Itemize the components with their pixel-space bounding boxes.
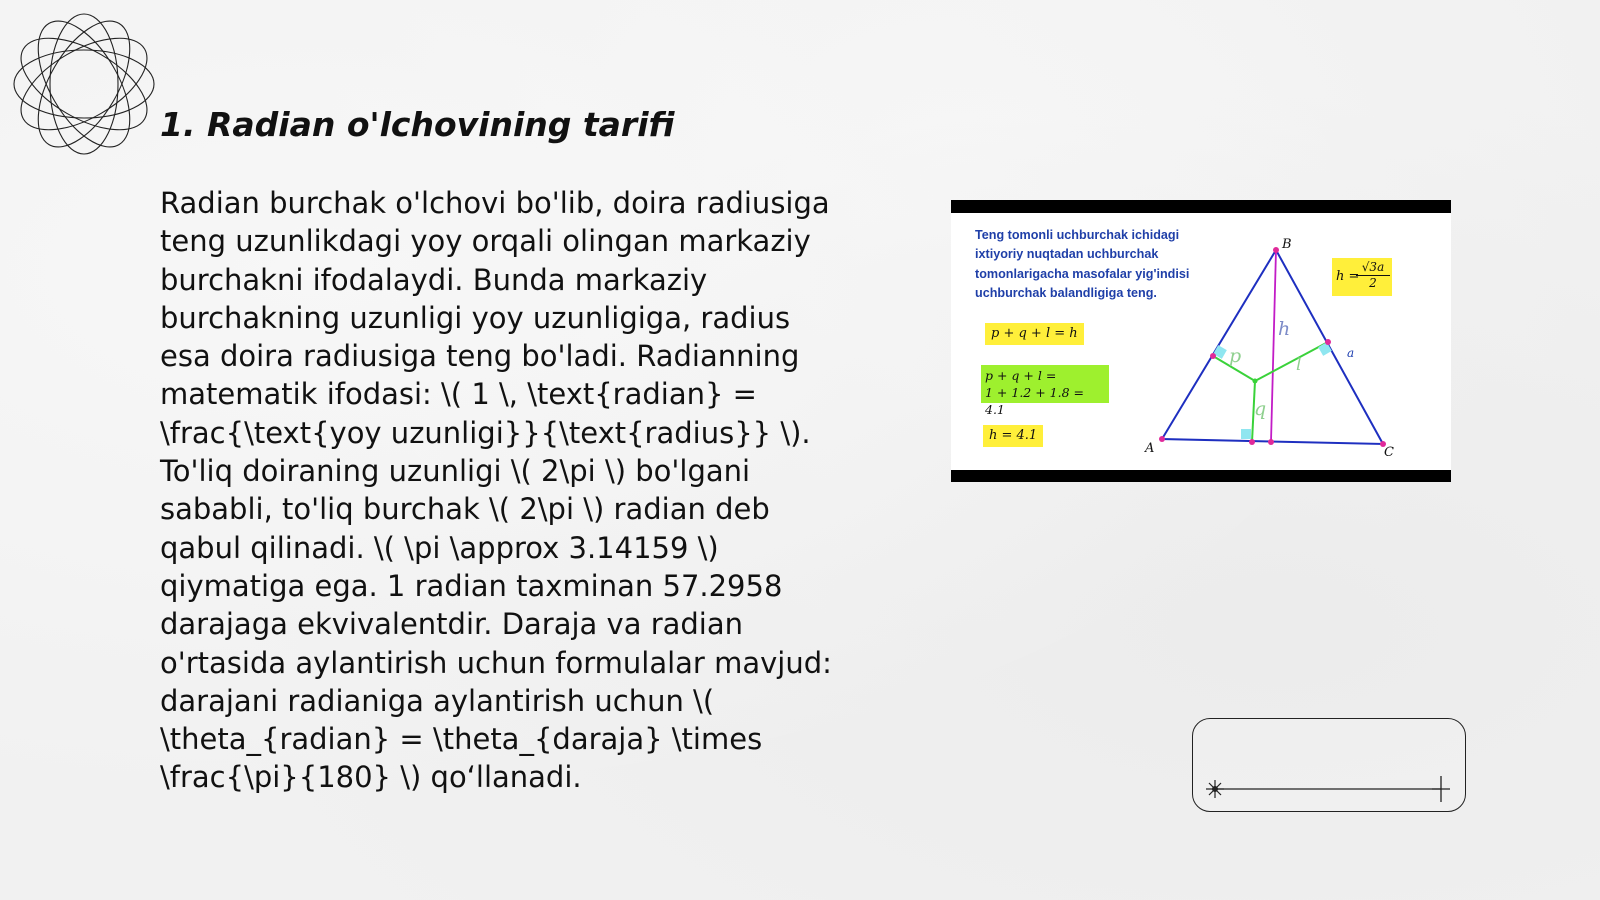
sparkle-icon-center — [1212, 786, 1218, 792]
altitude-line — [1271, 250, 1276, 442]
slide-title: 1. Radian o'lchovining tarifi — [160, 105, 675, 144]
distance-l-line — [1255, 342, 1328, 381]
foot-point — [1325, 339, 1331, 345]
height-formula-box — [1332, 258, 1392, 296]
interior-point — [1253, 379, 1258, 384]
vertex-point — [1273, 247, 1279, 253]
decorative-slider — [1192, 718, 1466, 812]
height-formula-denominator: 2 — [1369, 276, 1377, 290]
foot-point — [1268, 439, 1274, 445]
segment-q-label: q — [1254, 398, 1267, 420]
foot-point — [1210, 353, 1216, 359]
formula-values-box — [981, 365, 1109, 417]
segment-p-label: p — [1229, 345, 1242, 367]
figure-canvas — [951, 213, 1451, 470]
formula-h-box: h = 4.1 — [983, 425, 1043, 447]
formula-values-line2: 1 + 1.2 + 1.8 = 4.1 — [985, 385, 1084, 417]
side-a-label: a — [1347, 346, 1355, 360]
right-angle-marker — [1241, 429, 1251, 439]
vertex-c-label: C — [1384, 445, 1394, 460]
height-formula-fraction — [1356, 260, 1390, 291]
slide-body-text: Radian burchak o'lchovi bo'lib, doira radiusiga teng uzunlikdagi yoy orqali olingan markaziy burchakni ifodalaydi. Bunda markaziy burchakning uzunligi yoy uzunligiga, radius esa doira radiusiga teng bo'ladi. Radianning matematik ifodasi: \( 1 \, \text{radian} = \frac{\text{yoy uzunligi}}{\text{radius}} \). To'liq doiraning uzunligi \( 2\pi \) bo'lgani sababli, to'liq burchak \( 2\pi \) radian deb qabul qilinadi. \( \pi \approx 3.14159 \) qiymatiga ega. 1 radian taxminan 57.2958 darajaga ekvivalentdir. Daraja va radian o'rtasida aylantirish uchun formulalar mavjud: darajani radianiga aylantirish uchun \( \theta_{radian} = \theta_{daraja} \times \frac{\pi}{180} \) qo‘llanadi. — [160, 186, 832, 795]
vertex-a-label: A — [1145, 441, 1155, 456]
vertex-b-label: B — [1282, 237, 1292, 252]
figure-caption: Teng tomonli uchburchak ichidagi ixtiyoriy nuqtadan uchburchak tomonlarigacha masofalar yig'indisi uchburchak balandligiga teng. — [975, 228, 1190, 300]
triangle-figure — [951, 200, 1451, 482]
foot-point — [1249, 439, 1255, 445]
vertex-point — [1159, 436, 1165, 442]
segment-l-label: l — [1296, 355, 1302, 375]
formula-sum-box: p + q + l = h — [985, 323, 1084, 345]
segment-h-label: h — [1278, 318, 1291, 340]
cross-star-icon — [1432, 776, 1450, 802]
height-formula-numerator: √3a — [1356, 260, 1390, 276]
rings-ornament-icon — [10, 10, 158, 158]
formula-values-line1: p + q + l = — [985, 368, 1057, 383]
height-formula-lhs: h = — [1336, 269, 1360, 284]
